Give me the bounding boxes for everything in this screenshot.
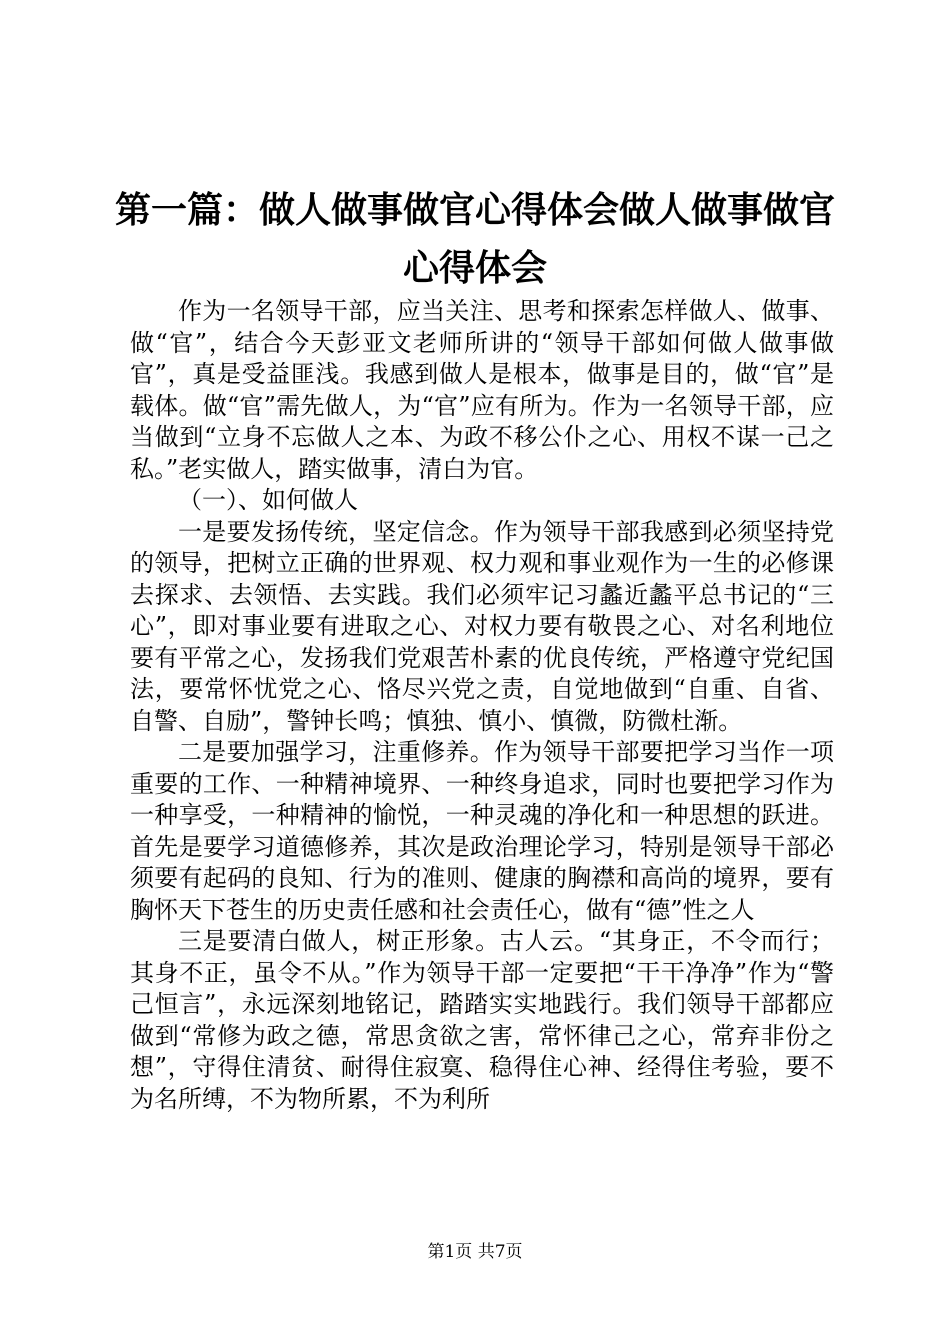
document-title-line-1: 第一篇：做人做事做官心得体会做人做事做官 (114, 189, 835, 231)
section-heading: （一）、如何做人 (178, 486, 358, 514)
page-footer: 第1页 共7页 (427, 1242, 523, 1262)
body-paragraph: 三是要清白做人，树正形象。古人云。“其身正，不令而行；其身不正，虽令不从。”作为领导干部一定要把“干干净净”作为“警己恒言”，永远深刻地铭记，踏踏实实地践行。我们领导干部都应做到“常修为政之德，常思贪欲之害，常怀律己之心，常弃非份之想”，守得住清贫、耐得住寂寞、稳得住心神、经得住考验，要不为名所缚，不为物所累，不为利所 (130, 927, 834, 1113)
body-paragraph: 一是要发扬传统，坚定信念。作为领导干部我感到必须坚持党的领导，把树立正确的世界观、权力观和事业观作为一生的必修课去探求、去领悟、去实践。我们必须牢记习蠡近蠡平总书记的“三心”，即对事业要有进取之心、对权力要有敬畏之心、对名利地位要有平常之心，发扬我们党艰苦朴素的优良传统，严格遵守党纪国法，要常怀忧党之心、恪尽兴党之责，自觉地做到“自重、自省、自警、自励”，警钟长鸣；慎独、慎小、慎微，防微杜渐。 (130, 517, 834, 735)
document-body (130, 296, 834, 1115)
intro-paragraph: 作为一名领导干部，应当关注、思考和探索怎样做人、做事、做“官”，结合今天彭亚文老师所讲的“领导干部如何做人做事做官”，真是受益匪浅。我感到做人是根本，做事是目的，做“官”是载体。做“官”需先做人，为“官”应有所为。作为一名领导干部，应当做到“立身不忘做人之本、为政不移公仆之心、用权不谋一己之私。”老实做人，踏实做事，清白为官。 (130, 297, 834, 483)
document-title-line-2: 心得体会 (402, 247, 547, 289)
body-paragraph: 二是要加强学习，注重修养。作为领导干部要把学习当作一项重要的工作、一种精神境界、一种终身追求，同时也要把学习作为一种享受，一种精神的愉悦，一种灵魂的净化和一种思想的跃进。首先是要学习道德修养，其次是政治理论学习，特别是领导干部必须要有起码的良知、行为的准则、健康的胸襟和高尚的境界，要有胸怀天下苍生的历史责任感和社会责任心，做有“德”性之人 (130, 738, 834, 924)
